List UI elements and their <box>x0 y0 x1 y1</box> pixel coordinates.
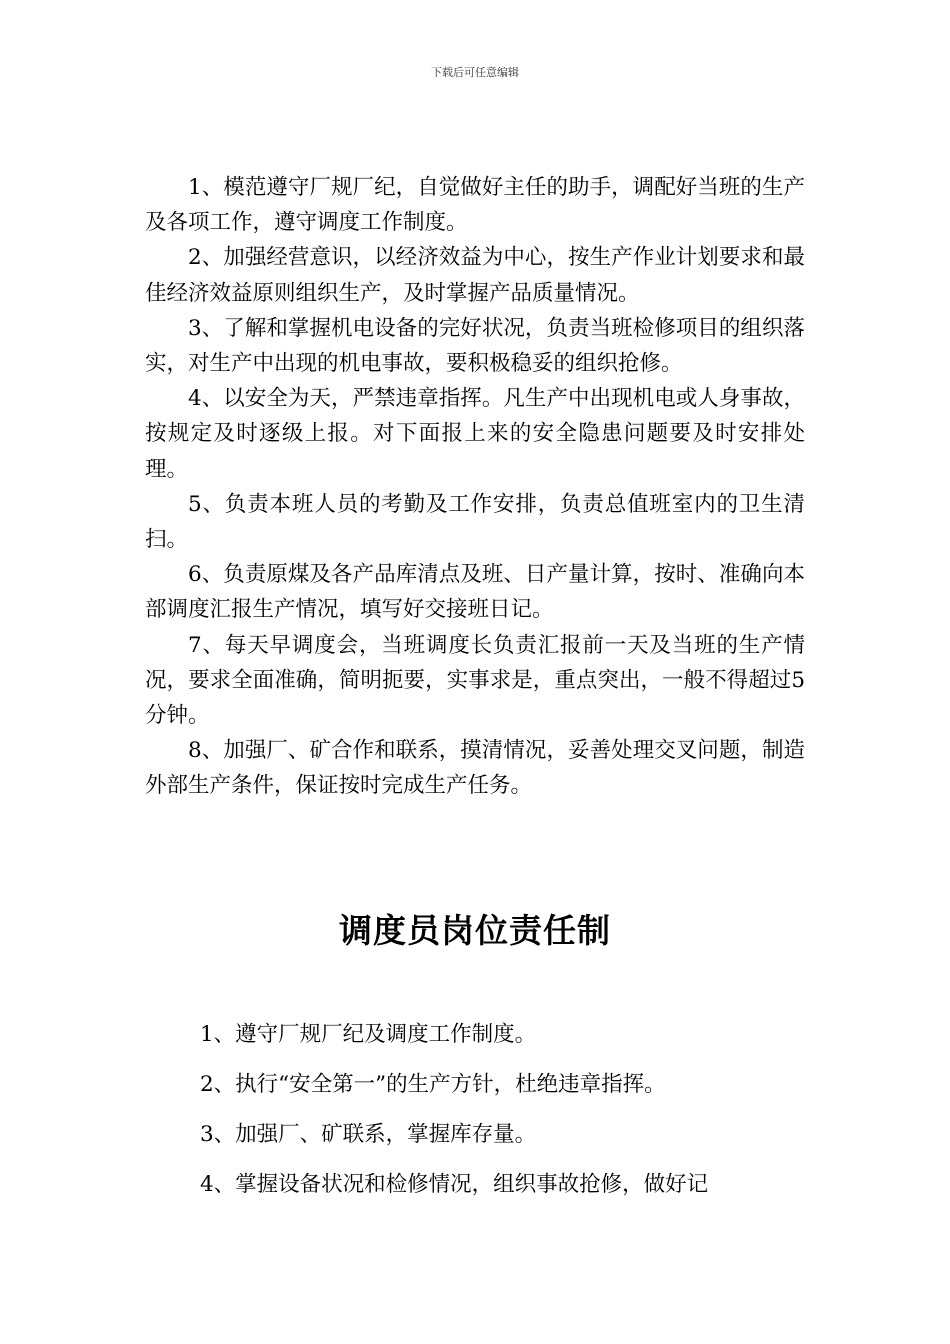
dispatcher-item-2: 2、执行“安全第一”的生产方针，杜绝违章指挥。 <box>200 1072 666 1097</box>
dispatcher-duties <box>200 1010 810 1210</box>
duty-paragraph-4: 4、以安全为天，严禁违章指挥。凡生产中出现机电或人身事故，按规定及时逐级上报。对下面报上来的安全隐患问题要及时安排处理。 <box>145 386 805 482</box>
duty-paragraph-7: 7、每天早调度会，当班调度长负责汇报前一天及当班的生产情况，要求全面准确，简明扼要，实事求是，重点突出，一般不得超过5分钟。 <box>145 632 805 729</box>
dispatcher-item-3: 3、加强厂、矿联系，掌握库存量。 <box>200 1122 537 1147</box>
dispatcher-item-4: 4、掌握设备状况和检修情况，组织事故抢修，做好记 <box>200 1172 709 1197</box>
duty-paragraph-8: 8、加强厂、矿合作和联系，摸清情况，妥善处理交叉问题，制造外部生产条件，保证按时完成生产任务。 <box>145 738 805 799</box>
duty-paragraph-3: 3、了解和掌握机电设备的完好状况，负责当班检修项目的组织落实，对生产中出现的机电事故，要积极稳妥的组织抢修。 <box>145 315 805 377</box>
duty-paragraph-1: 1、模范遵守厂规厂纪，自觉做好主任的助手，调配好当班的生产及各项工作，遵守调度工作制度。 <box>145 175 805 236</box>
dispatcher-item-1: 1、遵守厂规厂纪及调度工作制度。 <box>200 1022 537 1047</box>
section-title: 调度员岗位责任制 <box>339 911 611 950</box>
dispatch-chief-duties <box>145 170 805 804</box>
duty-paragraph-5: 5、负责本班人员的考勤及工作安排，负责总值班室内的卫生清扫。 <box>145 491 805 553</box>
duty-paragraph-6: 6、负责原煤及各产品库清点及班、日产量计算，按时、准确向本部调度汇报生产情况，填写好交接班日记。 <box>145 562 805 623</box>
page-header: 下载后可任意编辑 <box>431 66 519 79</box>
duty-paragraph-2: 2、加强经营意识，以经济效益为中心，按生产作业计划要求和最佳经济效益原则组织生产，及时掌握产品质量情况。 <box>145 245 805 306</box>
